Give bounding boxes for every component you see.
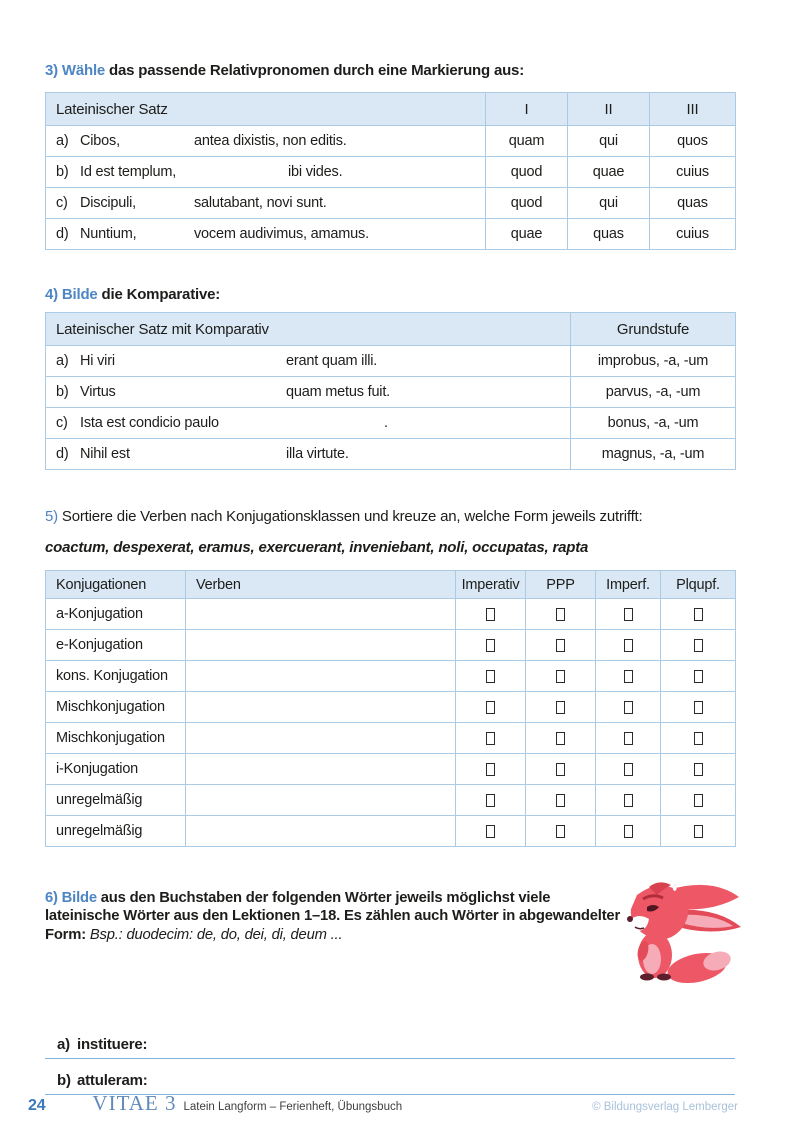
exercise6-answers bbox=[45, 1023, 735, 1095]
pronoun-option[interactable]: cuius bbox=[650, 157, 736, 188]
checkbox-cell bbox=[596, 661, 661, 692]
sentence-part1: Virtus bbox=[80, 384, 116, 400]
checkbox-cell bbox=[456, 754, 526, 785]
sentence-part1: Discipuli, bbox=[80, 195, 137, 211]
sentence-part2: ibi vides. bbox=[288, 164, 343, 180]
base-form: improbus, -a, -um bbox=[571, 346, 736, 377]
checkbox-icon[interactable] bbox=[624, 825, 633, 838]
verb-answer-cell[interactable] bbox=[186, 816, 456, 847]
row-label: c) bbox=[56, 415, 68, 431]
checkbox-cell bbox=[456, 661, 526, 692]
column-header: Imperativ bbox=[456, 571, 526, 599]
latin-sentence bbox=[46, 408, 571, 439]
sentence-part1: Ista est condicio paulo bbox=[80, 415, 219, 431]
table-row bbox=[46, 723, 736, 754]
checkbox-icon[interactable] bbox=[624, 608, 633, 621]
checkbox-cell bbox=[456, 692, 526, 723]
publisher-copyright: © Bildungsverlag Lemberger bbox=[592, 1101, 738, 1113]
row-label: d) bbox=[56, 446, 69, 462]
table-row bbox=[46, 346, 736, 377]
table-header-row bbox=[46, 93, 736, 126]
checkbox-icon[interactable] bbox=[624, 732, 633, 745]
pronoun-option[interactable]: quos bbox=[650, 126, 736, 157]
table-row bbox=[46, 754, 736, 785]
latin-sentence bbox=[46, 439, 571, 470]
checkbox-cell bbox=[661, 785, 736, 816]
pronoun-option[interactable]: quae bbox=[568, 157, 650, 188]
exercise6-number: 6) Bilde bbox=[45, 890, 97, 906]
checkbox-icon[interactable] bbox=[694, 608, 703, 621]
checkbox-icon[interactable] bbox=[486, 825, 495, 838]
column-header: PPP bbox=[526, 571, 596, 599]
sentence-part1: Hi viri bbox=[80, 353, 115, 369]
checkbox-cell bbox=[596, 723, 661, 754]
fox-mascot bbox=[609, 871, 749, 989]
exercise5-instruction: Sortiere die Verben nach Konjugationsklassen und kreuze an, welche Form jeweils zutrifft: bbox=[61, 508, 643, 525]
table-row bbox=[46, 630, 736, 661]
checkbox-cell bbox=[456, 723, 526, 754]
sentence-part1: Id est templum, bbox=[80, 164, 177, 180]
conjugation-table bbox=[45, 570, 736, 847]
checkbox-cell bbox=[456, 816, 526, 847]
checkbox-icon[interactable] bbox=[694, 639, 703, 652]
series-logo: VITAE 3 bbox=[92, 1091, 177, 1115]
conjugation-class: Mischkonjugation bbox=[46, 692, 186, 723]
answer-blank[interactable] bbox=[236, 412, 376, 434]
page-number: 24 bbox=[28, 1097, 46, 1114]
checkbox-cell bbox=[596, 630, 661, 661]
checkbox-icon[interactable] bbox=[486, 639, 495, 652]
row-label: a) bbox=[56, 353, 69, 369]
checkbox-icon[interactable] bbox=[624, 639, 633, 652]
checkbox-cell bbox=[526, 599, 596, 630]
sentence-part2: antea dixistis, non editis. bbox=[194, 133, 347, 149]
row-label: c) bbox=[56, 195, 68, 211]
checkbox-cell bbox=[526, 723, 596, 754]
checkbox-cell bbox=[596, 785, 661, 816]
latin-sentence bbox=[46, 377, 571, 408]
checkbox-cell bbox=[526, 816, 596, 847]
table-row bbox=[46, 188, 736, 219]
verb-answer-cell[interactable] bbox=[186, 661, 456, 692]
pronoun-option[interactable]: quas bbox=[650, 188, 736, 219]
conjugation-class: i-Konjugation bbox=[46, 754, 186, 785]
answer-blank[interactable] bbox=[128, 130, 188, 152]
table-row bbox=[46, 599, 736, 630]
answer-blank[interactable] bbox=[146, 223, 190, 245]
pronoun-option[interactable]: quod bbox=[486, 157, 568, 188]
latin-sentence bbox=[46, 126, 486, 157]
sentence-part2: . bbox=[384, 415, 388, 431]
answer-blank[interactable] bbox=[126, 350, 278, 372]
checkbox-icon[interactable] bbox=[694, 701, 703, 714]
answer-row bbox=[45, 1023, 735, 1059]
sentence-part2: quam metus fuit. bbox=[286, 384, 390, 400]
checkbox-cell bbox=[596, 599, 661, 630]
table-row bbox=[46, 219, 736, 250]
conjugation-class: a-Konjugation bbox=[46, 599, 186, 630]
pronoun-option[interactable]: quam bbox=[486, 126, 568, 157]
base-form: magnus, -a, -um bbox=[571, 439, 736, 470]
checkbox-icon[interactable] bbox=[486, 701, 495, 714]
sentence-part1: Nihil est bbox=[80, 446, 130, 462]
table-row bbox=[46, 439, 736, 470]
sentence-part2: vocem audivimus, amamus. bbox=[194, 226, 369, 242]
comparative-table bbox=[45, 312, 736, 470]
conjugation-class: unregelmäßig bbox=[46, 816, 186, 847]
checkbox-cell bbox=[456, 630, 526, 661]
checkbox-icon[interactable] bbox=[486, 670, 495, 683]
answer-word: attuleram: bbox=[77, 1072, 148, 1089]
checkbox-cell bbox=[661, 816, 736, 847]
pronoun-option[interactable]: cuius bbox=[650, 219, 736, 250]
verb-wordlist: coactum, despexerat, eramus, exercuerant, inveniebant, noli, occupatas, rapta bbox=[45, 539, 589, 556]
checkbox-cell bbox=[661, 692, 736, 723]
exercise6-title bbox=[45, 889, 620, 944]
exercise3-number: 3) Wähle bbox=[45, 62, 106, 79]
checkbox-cell bbox=[526, 630, 596, 661]
exercise5-title bbox=[45, 508, 735, 525]
table-header-row bbox=[46, 313, 736, 346]
row-label: a) bbox=[56, 133, 69, 149]
column-header: I bbox=[486, 93, 568, 126]
checkbox-cell bbox=[526, 785, 596, 816]
row-label: b) bbox=[57, 1072, 71, 1089]
checkbox-icon[interactable] bbox=[624, 701, 633, 714]
checkbox-cell bbox=[661, 723, 736, 754]
table-row bbox=[46, 785, 736, 816]
answer-blank[interactable] bbox=[196, 161, 281, 183]
checkbox-cell bbox=[661, 599, 736, 630]
page-footer bbox=[28, 1091, 738, 1116]
conjugation-class: Mischkonjugation bbox=[46, 723, 186, 754]
checkbox-icon[interactable] bbox=[624, 670, 633, 683]
sentence-part2: illa virtute. bbox=[286, 446, 349, 462]
table-header-row bbox=[46, 571, 736, 599]
column-header: Plqupf. bbox=[661, 571, 736, 599]
answer-word: instituere: bbox=[77, 1036, 148, 1053]
checkbox-cell bbox=[526, 692, 596, 723]
checkbox-icon[interactable] bbox=[556, 825, 565, 838]
answer-blank[interactable] bbox=[148, 1067, 735, 1085]
sentence-part2: erant quam illi. bbox=[286, 353, 378, 369]
checkbox-icon[interactable] bbox=[694, 732, 703, 745]
checkbox-cell bbox=[456, 599, 526, 630]
sentence-part1: Cibos, bbox=[80, 133, 120, 149]
exercise5-number: 5) bbox=[45, 508, 58, 525]
column-header: Verben bbox=[186, 571, 456, 599]
checkbox-icon[interactable] bbox=[556, 701, 565, 714]
base-form: parvus, -a, -um bbox=[571, 377, 736, 408]
table-row bbox=[46, 661, 736, 692]
column-header: Lateinischer Satz mit Komparativ bbox=[46, 313, 571, 346]
conjugation-class: e-Konjugation bbox=[46, 630, 186, 661]
checkbox-icon[interactable] bbox=[486, 763, 495, 776]
checkbox-cell bbox=[661, 754, 736, 785]
checkbox-icon[interactable] bbox=[556, 763, 565, 776]
checkbox-cell bbox=[526, 754, 596, 785]
row-label: b) bbox=[56, 384, 69, 400]
checkbox-icon[interactable] bbox=[556, 608, 565, 621]
conjugation-class: kons. Konjugation bbox=[46, 661, 186, 692]
pronoun-option[interactable]: quae bbox=[486, 219, 568, 250]
table-row bbox=[46, 816, 736, 847]
verb-answer-cell[interactable] bbox=[186, 785, 456, 816]
verb-answer-cell[interactable] bbox=[186, 723, 456, 754]
exercise3-title bbox=[45, 62, 735, 79]
checkbox-cell bbox=[661, 630, 736, 661]
checkbox-cell bbox=[456, 785, 526, 816]
checkbox-cell bbox=[596, 754, 661, 785]
latin-sentence bbox=[46, 157, 486, 188]
conjugation-class: unregelmäßig bbox=[46, 785, 186, 816]
checkbox-cell bbox=[596, 816, 661, 847]
exercise4-title bbox=[45, 286, 735, 303]
checkbox-icon[interactable] bbox=[694, 763, 703, 776]
column-header: II bbox=[568, 93, 650, 126]
checkbox-icon[interactable] bbox=[694, 825, 703, 838]
exercise6-example: Bsp.: duodecim: de, do, dei, di, deum ... bbox=[89, 926, 343, 943]
column-header: Grundstufe bbox=[571, 313, 736, 346]
table-row bbox=[46, 126, 736, 157]
column-header: Konjugationen bbox=[46, 571, 186, 599]
sentence-part2: salutabant, novi sunt. bbox=[194, 195, 327, 211]
exercise6-section bbox=[45, 889, 735, 1001]
answer-blank[interactable] bbox=[147, 1031, 735, 1049]
row-label: b) bbox=[56, 164, 69, 180]
checkbox-cell bbox=[661, 661, 736, 692]
checkbox-icon[interactable] bbox=[694, 670, 703, 683]
pronoun-option[interactable]: qui bbox=[568, 126, 650, 157]
pronoun-option[interactable]: quas bbox=[568, 219, 650, 250]
row-label: d) bbox=[56, 226, 69, 242]
answer-blank[interactable] bbox=[124, 381, 278, 403]
answer-row bbox=[45, 1059, 735, 1095]
relative-pronoun-table bbox=[45, 92, 736, 250]
checkbox-icon[interactable] bbox=[556, 670, 565, 683]
checkbox-icon[interactable] bbox=[624, 794, 633, 807]
checkbox-icon[interactable] bbox=[556, 639, 565, 652]
checkbox-icon[interactable] bbox=[486, 608, 495, 621]
checkbox-icon[interactable] bbox=[486, 732, 495, 745]
exercise3-instruction: das passende Relativpronomen durch eine Markierung aus: bbox=[109, 62, 524, 79]
latin-sentence bbox=[46, 346, 571, 377]
exercise6-instruction: aus den Buchstaben der folgenden Wörter jeweils möglichst viele lateinische Wörter aus den Lektionen 1–18. Es zählen auch Wörter in abgewandelter Form: bbox=[45, 890, 621, 943]
checkbox-cell bbox=[596, 692, 661, 723]
answer-blank[interactable] bbox=[151, 192, 189, 214]
answer-blank[interactable] bbox=[136, 443, 278, 465]
verb-answer-cell[interactable] bbox=[186, 599, 456, 630]
table-row bbox=[46, 408, 736, 439]
column-header: Lateinischer Satz bbox=[46, 93, 486, 126]
pronoun-option[interactable]: qui bbox=[568, 188, 650, 219]
row-label: a) bbox=[57, 1036, 70, 1053]
verb-answer-cell[interactable] bbox=[186, 692, 456, 723]
exercise4-instruction: die Komparative: bbox=[101, 286, 221, 303]
column-header: Imperf. bbox=[596, 571, 661, 599]
exercise4-number: 4) Bilde bbox=[45, 286, 98, 303]
verb-answer-cell[interactable] bbox=[186, 630, 456, 661]
latin-sentence bbox=[46, 188, 486, 219]
table-row bbox=[46, 377, 736, 408]
checkbox-icon[interactable] bbox=[486, 794, 495, 807]
pronoun-option[interactable]: quod bbox=[486, 188, 568, 219]
table-row bbox=[46, 692, 736, 723]
table-row bbox=[46, 157, 736, 188]
verb-answer-cell[interactable] bbox=[186, 754, 456, 785]
base-form: bonus, -a, -um bbox=[571, 408, 736, 439]
checkbox-icon[interactable] bbox=[556, 732, 565, 745]
latin-sentence bbox=[46, 219, 486, 250]
fox-mascot-illustration bbox=[609, 871, 749, 989]
checkbox-cell bbox=[526, 661, 596, 692]
sentence-part1: Nuntium, bbox=[80, 226, 137, 242]
checkbox-icon[interactable] bbox=[624, 763, 633, 776]
checkbox-icon[interactable] bbox=[694, 794, 703, 807]
column-header: III bbox=[650, 93, 736, 126]
book-subtitle: Latein Langform – Ferienheft, Übungsbuch bbox=[183, 1101, 403, 1113]
checkbox-icon[interactable] bbox=[556, 794, 565, 807]
